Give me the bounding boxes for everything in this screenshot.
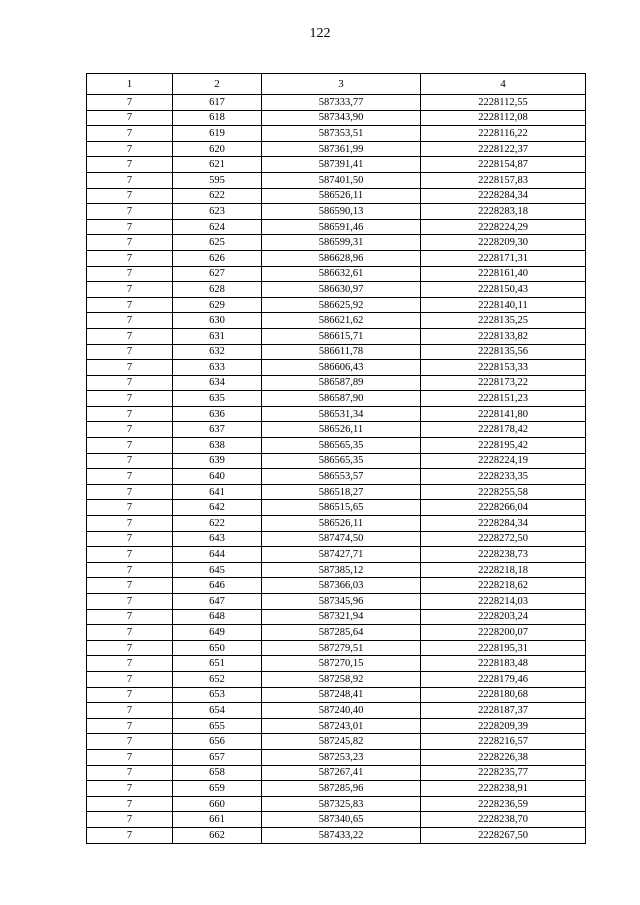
y-coordinate-cell: 2228140,11 <box>421 297 586 313</box>
point-number-cell: 620 <box>173 141 262 157</box>
y-coordinate-cell: 2228195,42 <box>421 438 586 454</box>
x-coordinate-cell: 587258,92 <box>262 671 421 687</box>
table-row <box>87 594 586 610</box>
point-number-cell: 654 <box>173 703 262 719</box>
section-cell: 7 <box>87 562 173 578</box>
y-coordinate-cell: 2228157,83 <box>421 172 586 188</box>
x-coordinate-cell: 586628,96 <box>262 250 421 266</box>
table-row <box>87 765 586 781</box>
x-coordinate-cell: 587433,22 <box>262 827 421 843</box>
table-row <box>87 95 586 111</box>
table-row <box>87 141 586 157</box>
x-coordinate-cell: 586526,11 <box>262 188 421 204</box>
point-number-cell: 658 <box>173 765 262 781</box>
section-cell: 7 <box>87 547 173 563</box>
point-number-cell: 622 <box>173 516 262 532</box>
section-cell: 7 <box>87 95 173 111</box>
point-number-cell: 635 <box>173 391 262 407</box>
section-cell: 7 <box>87 671 173 687</box>
point-number-cell: 631 <box>173 328 262 344</box>
table-row <box>87 469 586 485</box>
section-cell: 7 <box>87 110 173 126</box>
table-row <box>87 687 586 703</box>
point-number-cell: 619 <box>173 126 262 142</box>
y-coordinate-cell: 2228135,56 <box>421 344 586 360</box>
section-cell: 7 <box>87 484 173 500</box>
section-cell: 7 <box>87 718 173 734</box>
table-row <box>87 406 586 422</box>
section-cell: 7 <box>87 438 173 454</box>
table-row <box>87 282 586 298</box>
x-coordinate-cell: 586630,97 <box>262 282 421 298</box>
x-coordinate-cell: 586587,90 <box>262 391 421 407</box>
point-number-cell: 657 <box>173 749 262 765</box>
y-coordinate-cell: 2228218,18 <box>421 562 586 578</box>
y-coordinate-cell: 2228135,25 <box>421 313 586 329</box>
point-number-cell: 623 <box>173 204 262 220</box>
column-header-2: 2 <box>173 74 262 95</box>
point-number-cell: 653 <box>173 687 262 703</box>
table-row <box>87 313 586 329</box>
x-coordinate-cell: 587253,23 <box>262 749 421 765</box>
table-row <box>87 126 586 142</box>
point-number-cell: 652 <box>173 671 262 687</box>
section-cell: 7 <box>87 422 173 438</box>
point-number-cell: 622 <box>173 188 262 204</box>
y-coordinate-cell: 2228151,23 <box>421 391 586 407</box>
x-coordinate-cell: 587243,01 <box>262 718 421 734</box>
x-coordinate-cell: 587427,71 <box>262 547 421 563</box>
x-coordinate-cell: 586526,11 <box>262 516 421 532</box>
y-coordinate-cell: 2228161,40 <box>421 266 586 282</box>
section-cell: 7 <box>87 578 173 594</box>
point-number-cell: 630 <box>173 313 262 329</box>
x-coordinate-cell: 587340,65 <box>262 812 421 828</box>
section-cell: 7 <box>87 516 173 532</box>
table-row <box>87 671 586 687</box>
section-cell: 7 <box>87 297 173 313</box>
table-row <box>87 344 586 360</box>
point-number-cell: 649 <box>173 625 262 641</box>
y-coordinate-cell: 2228187,37 <box>421 703 586 719</box>
section-cell: 7 <box>87 656 173 672</box>
table-row <box>87 219 586 235</box>
point-number-cell: 642 <box>173 500 262 516</box>
y-coordinate-cell: 2228173,22 <box>421 375 586 391</box>
table-row <box>87 375 586 391</box>
point-number-cell: 651 <box>173 656 262 672</box>
x-coordinate-cell: 586625,92 <box>262 297 421 313</box>
y-coordinate-cell: 2228283,18 <box>421 204 586 220</box>
table-row <box>87 640 586 656</box>
x-coordinate-cell: 587401,50 <box>262 172 421 188</box>
point-number-cell: 640 <box>173 469 262 485</box>
x-coordinate-cell: 586515,65 <box>262 500 421 516</box>
table-row <box>87 547 586 563</box>
section-cell: 7 <box>87 328 173 344</box>
table-row <box>87 500 586 516</box>
point-number-cell: 637 <box>173 422 262 438</box>
y-coordinate-cell: 2228238,70 <box>421 812 586 828</box>
x-coordinate-cell: 586611,78 <box>262 344 421 360</box>
y-coordinate-cell: 2228267,50 <box>421 827 586 843</box>
y-coordinate-cell: 2228226,38 <box>421 749 586 765</box>
section-cell: 7 <box>87 204 173 220</box>
x-coordinate-cell: 587285,96 <box>262 781 421 797</box>
x-coordinate-cell: 587285,64 <box>262 625 421 641</box>
y-coordinate-cell: 2228224,19 <box>421 453 586 469</box>
y-coordinate-cell: 2228233,35 <box>421 469 586 485</box>
x-coordinate-cell: 586553,57 <box>262 469 421 485</box>
x-coordinate-cell: 587345,96 <box>262 594 421 610</box>
section-cell: 7 <box>87 469 173 485</box>
section-cell: 7 <box>87 812 173 828</box>
x-coordinate-cell: 587474,50 <box>262 531 421 547</box>
section-cell: 7 <box>87 406 173 422</box>
table-body <box>87 95 586 844</box>
x-coordinate-cell: 586590,13 <box>262 204 421 220</box>
table-row <box>87 157 586 173</box>
point-number-cell: 638 <box>173 438 262 454</box>
x-coordinate-cell: 586632,61 <box>262 266 421 282</box>
section-cell: 7 <box>87 235 173 251</box>
section-cell: 7 <box>87 391 173 407</box>
section-cell: 7 <box>87 126 173 142</box>
table-row <box>87 172 586 188</box>
x-coordinate-cell: 587325,83 <box>262 796 421 812</box>
y-coordinate-cell: 2228266,04 <box>421 500 586 516</box>
y-coordinate-cell: 2228203,24 <box>421 609 586 625</box>
section-cell: 7 <box>87 188 173 204</box>
section-cell: 7 <box>87 172 173 188</box>
x-coordinate-cell: 586531,34 <box>262 406 421 422</box>
y-coordinate-cell: 2228235,77 <box>421 765 586 781</box>
table-row <box>87 110 586 126</box>
point-number-cell: 636 <box>173 406 262 422</box>
point-number-cell: 625 <box>173 235 262 251</box>
point-number-cell: 618 <box>173 110 262 126</box>
y-coordinate-cell: 2228122,37 <box>421 141 586 157</box>
x-coordinate-cell: 586606,43 <box>262 360 421 376</box>
point-number-cell: 621 <box>173 157 262 173</box>
point-number-cell: 617 <box>173 95 262 111</box>
point-number-cell: 661 <box>173 812 262 828</box>
x-coordinate-cell: 587333,77 <box>262 95 421 111</box>
y-coordinate-cell: 2228284,34 <box>421 188 586 204</box>
table-row <box>87 734 586 750</box>
section-cell: 7 <box>87 687 173 703</box>
table-row <box>87 703 586 719</box>
point-number-cell: 659 <box>173 781 262 797</box>
point-number-cell: 645 <box>173 562 262 578</box>
point-number-cell: 646 <box>173 578 262 594</box>
table-header <box>87 74 586 95</box>
section-cell: 7 <box>87 360 173 376</box>
y-coordinate-cell: 2228116,22 <box>421 126 586 142</box>
section-cell: 7 <box>87 141 173 157</box>
table-row <box>87 516 586 532</box>
x-coordinate-cell: 587361,99 <box>262 141 421 157</box>
section-cell: 7 <box>87 266 173 282</box>
y-coordinate-cell: 2228209,30 <box>421 235 586 251</box>
point-number-cell: 644 <box>173 547 262 563</box>
coordinates-table <box>86 73 586 844</box>
point-number-cell: 629 <box>173 297 262 313</box>
table-row <box>87 718 586 734</box>
point-number-cell: 641 <box>173 484 262 500</box>
x-coordinate-cell: 587321,94 <box>262 609 421 625</box>
table-row <box>87 484 586 500</box>
x-coordinate-cell: 587366,03 <box>262 578 421 594</box>
point-number-cell: 660 <box>173 796 262 812</box>
x-coordinate-cell: 586615,71 <box>262 328 421 344</box>
x-coordinate-cell: 587245,82 <box>262 734 421 750</box>
y-coordinate-cell: 2228218,62 <box>421 578 586 594</box>
x-coordinate-cell: 587248,41 <box>262 687 421 703</box>
section-cell: 7 <box>87 157 173 173</box>
point-number-cell: 634 <box>173 375 262 391</box>
table-row <box>87 422 586 438</box>
section-cell: 7 <box>87 640 173 656</box>
section-cell: 7 <box>87 594 173 610</box>
section-cell: 7 <box>87 796 173 812</box>
section-cell: 7 <box>87 531 173 547</box>
table-row <box>87 625 586 641</box>
y-coordinate-cell: 2228236,59 <box>421 796 586 812</box>
y-coordinate-cell: 2228214,03 <box>421 594 586 610</box>
point-number-cell: 655 <box>173 718 262 734</box>
y-coordinate-cell: 2228195,31 <box>421 640 586 656</box>
x-coordinate-cell: 587267,41 <box>262 765 421 781</box>
point-number-cell: 647 <box>173 594 262 610</box>
y-coordinate-cell: 2228238,73 <box>421 547 586 563</box>
table-row <box>87 562 586 578</box>
section-cell: 7 <box>87 703 173 719</box>
point-number-cell: 643 <box>173 531 262 547</box>
section-cell: 7 <box>87 609 173 625</box>
y-coordinate-cell: 2228224,29 <box>421 219 586 235</box>
column-header-4: 4 <box>421 74 586 95</box>
column-header-1: 1 <box>87 74 173 95</box>
table-row <box>87 781 586 797</box>
x-coordinate-cell: 586565,35 <box>262 453 421 469</box>
header-row <box>87 74 586 95</box>
section-cell: 7 <box>87 734 173 750</box>
point-number-cell: 626 <box>173 250 262 266</box>
y-coordinate-cell: 2228255,58 <box>421 484 586 500</box>
point-number-cell: 633 <box>173 360 262 376</box>
table-row <box>87 812 586 828</box>
x-coordinate-cell: 587385,12 <box>262 562 421 578</box>
section-cell: 7 <box>87 282 173 298</box>
table-row <box>87 266 586 282</box>
table-row <box>87 204 586 220</box>
y-coordinate-cell: 2228209,39 <box>421 718 586 734</box>
point-number-cell: 639 <box>173 453 262 469</box>
section-cell: 7 <box>87 625 173 641</box>
table-row <box>87 578 586 594</box>
x-coordinate-cell: 586565,35 <box>262 438 421 454</box>
x-coordinate-cell: 586518,27 <box>262 484 421 500</box>
x-coordinate-cell: 586587,89 <box>262 375 421 391</box>
point-number-cell: 648 <box>173 609 262 625</box>
point-number-cell: 650 <box>173 640 262 656</box>
x-coordinate-cell: 586599,31 <box>262 235 421 251</box>
table-row <box>87 656 586 672</box>
column-header-3: 3 <box>262 74 421 95</box>
point-number-cell: 624 <box>173 219 262 235</box>
table-row <box>87 453 586 469</box>
section-cell: 7 <box>87 250 173 266</box>
y-coordinate-cell: 2228200,07 <box>421 625 586 641</box>
x-coordinate-cell: 587343,90 <box>262 110 421 126</box>
x-coordinate-cell: 587279,51 <box>262 640 421 656</box>
y-coordinate-cell: 2228216,57 <box>421 734 586 750</box>
table-row <box>87 250 586 266</box>
section-cell: 7 <box>87 219 173 235</box>
section-cell: 7 <box>87 500 173 516</box>
table-row <box>87 391 586 407</box>
x-coordinate-cell: 587391,41 <box>262 157 421 173</box>
y-coordinate-cell: 2228141,80 <box>421 406 586 422</box>
section-cell: 7 <box>87 344 173 360</box>
y-coordinate-cell: 2228171,31 <box>421 250 586 266</box>
section-cell: 7 <box>87 781 173 797</box>
y-coordinate-cell: 2228179,46 <box>421 671 586 687</box>
table-row <box>87 297 586 313</box>
y-coordinate-cell: 2228183,48 <box>421 656 586 672</box>
table-row <box>87 188 586 204</box>
point-number-cell: 662 <box>173 827 262 843</box>
table-row <box>87 796 586 812</box>
table-row <box>87 827 586 843</box>
x-coordinate-cell: 586526,11 <box>262 422 421 438</box>
y-coordinate-cell: 2228154,87 <box>421 157 586 173</box>
section-cell: 7 <box>87 375 173 391</box>
table-row <box>87 749 586 765</box>
y-coordinate-cell: 2228180,68 <box>421 687 586 703</box>
section-cell: 7 <box>87 765 173 781</box>
y-coordinate-cell: 2228238,91 <box>421 781 586 797</box>
section-cell: 7 <box>87 313 173 329</box>
point-number-cell: 632 <box>173 344 262 360</box>
section-cell: 7 <box>87 453 173 469</box>
x-coordinate-cell: 586621,62 <box>262 313 421 329</box>
section-cell: 7 <box>87 749 173 765</box>
y-coordinate-cell: 2228272,50 <box>421 531 586 547</box>
table-row <box>87 438 586 454</box>
x-coordinate-cell: 586591,46 <box>262 219 421 235</box>
y-coordinate-cell: 2228284,34 <box>421 516 586 532</box>
y-coordinate-cell: 2228133,82 <box>421 328 586 344</box>
x-coordinate-cell: 587353,51 <box>262 126 421 142</box>
y-coordinate-cell: 2228178,42 <box>421 422 586 438</box>
table-row <box>87 360 586 376</box>
point-number-cell: 628 <box>173 282 262 298</box>
table-row <box>87 609 586 625</box>
page-number: 122 <box>309 26 331 41</box>
y-coordinate-cell: 2228112,08 <box>421 110 586 126</box>
x-coordinate-cell: 587240,40 <box>262 703 421 719</box>
table-row <box>87 235 586 251</box>
table-row <box>87 328 586 344</box>
section-cell: 7 <box>87 827 173 843</box>
point-number-cell: 627 <box>173 266 262 282</box>
x-coordinate-cell: 587270,15 <box>262 656 421 672</box>
point-number-cell: 656 <box>173 734 262 750</box>
y-coordinate-cell: 2228112,55 <box>421 95 586 111</box>
y-coordinate-cell: 2228153,33 <box>421 360 586 376</box>
table-row <box>87 531 586 547</box>
point-number-cell: 595 <box>173 172 262 188</box>
y-coordinate-cell: 2228150,43 <box>421 282 586 298</box>
